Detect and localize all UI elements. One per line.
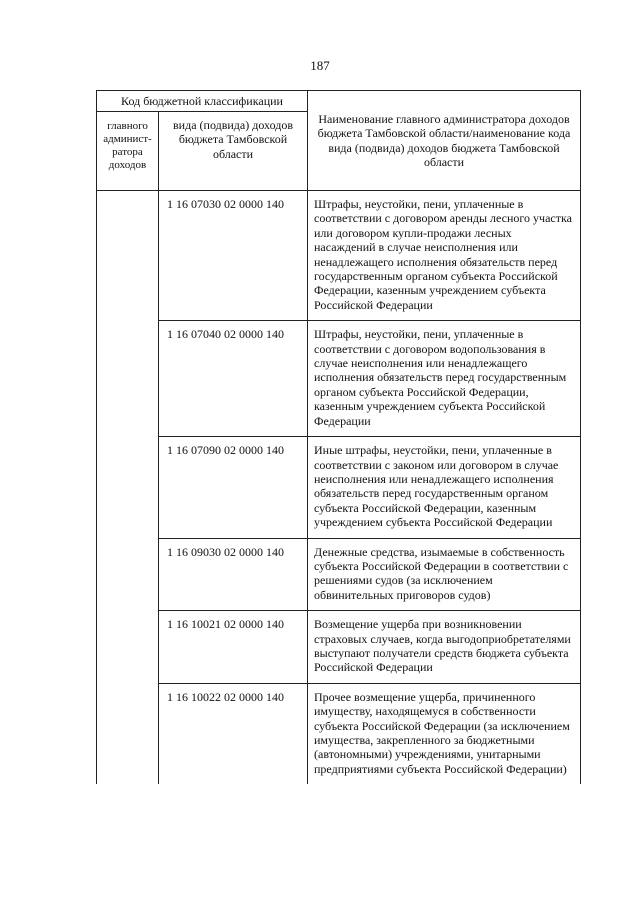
header-name-column: Наименование главного администратора доходов бюджета Тамбовской области/наименование кода вида (подвида) доходов бюджета Тамбовской области xyxy=(308,91,581,191)
name-cell: Возмещение ущерба при возникновении страховых случаев, когда выгодоприобретателями выступают получатели средств бюджета субъекта Российской Федерации xyxy=(308,611,581,684)
name-cell: Прочее возмещение ущерба, причиненного имуществу, находящемуся в собственности субъекта Российской Федерации (за исключением имущества, закрепленного за бюджетными (автономными) учреждениями, унитарными предприятиями субъекта Российской Федерации) xyxy=(308,683,581,784)
page-number: 187 xyxy=(310,58,330,73)
code-cell: 1 16 07030 02 0000 140 xyxy=(159,191,308,321)
table-row xyxy=(97,437,581,538)
admin-cell xyxy=(97,191,159,785)
name-cell: Денежные средства, изымаемые в собственность субъекта Российской Федерации в соответствии с решениями судов (за исключением обвинительных приговоров судов) xyxy=(308,538,581,611)
code-cell: 1 16 07040 02 0000 140 xyxy=(159,321,308,437)
name-cell: Штрафы, неустойки, пени, уплаченные в соответствии с договором аренды лесного участка или договором купли-продажи лесных насаждений в случае неисполнения или ненадлежащего исполнения обязательств перед государственным органом субъекта Российской Федерации, казенным учреждением субъекта Российской Федерации xyxy=(308,191,581,321)
budget-classification-table xyxy=(96,90,581,784)
table-row xyxy=(97,683,581,784)
table-row xyxy=(97,538,581,611)
code-cell: 1 16 07090 02 0000 140 xyxy=(159,437,308,538)
header-group-label: Код бюджетной классификации xyxy=(97,91,308,112)
header-code-column: вида (подвида) доходов бюджета Тамбовской области xyxy=(159,112,308,191)
header-admin-column: главного админист-ратора доходов xyxy=(97,112,159,191)
code-cell: 1 16 09030 02 0000 140 xyxy=(159,538,308,611)
table-row xyxy=(97,191,581,321)
name-cell: Штрафы, неустойки, пени, уплаченные в соответствии с договором водопользования в случае неисполнения или ненадлежащего исполнения обязательств перед государственным органом субъекта Российской Федерации, казенным учреждением субъекта Российской Федерации xyxy=(308,321,581,437)
table-row xyxy=(97,321,581,437)
table-row xyxy=(97,611,581,684)
code-cell: 1 16 10022 02 0000 140 xyxy=(159,683,308,784)
name-cell: Иные штрафы, неустойки, пени, уплаченные в соответствии с законом или договором в случае неисполнения или ненадлежащего исполнения обязательств перед государственным органом субъекта Российской Федерации, казенным учреждением субъекта Российской Федерации xyxy=(308,437,581,538)
code-cell: 1 16 10021 02 0000 140 xyxy=(159,611,308,684)
